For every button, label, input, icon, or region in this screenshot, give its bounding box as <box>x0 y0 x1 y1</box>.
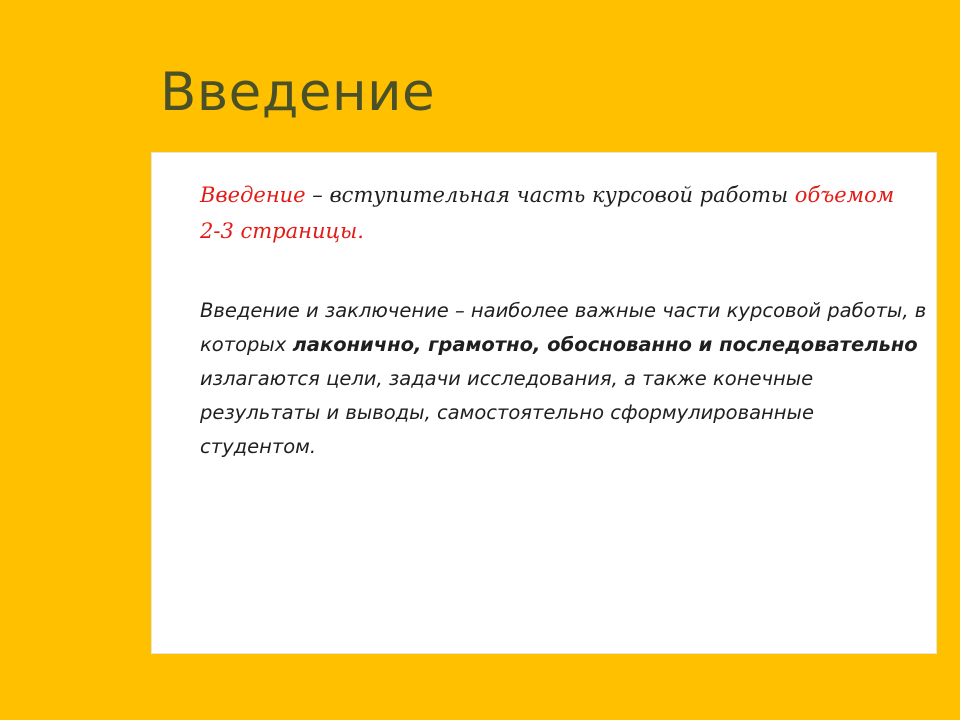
content-box <box>151 152 937 654</box>
definition-text: – вступительная часть курсовой работы <box>305 183 795 207</box>
importance-paragraph <box>200 294 930 464</box>
slide-title: Введение <box>160 62 436 123</box>
importance-outro: излагаются цели, задачи исследования, а также конечные результаты и выводы, самостоятельно сформулированные студентом. <box>200 367 814 458</box>
importance-intro: Введение и заключение – наиболее важные части курсовой работы, в которых <box>200 299 927 356</box>
definition-paragraph <box>200 177 900 249</box>
lead-term: Введение <box>200 183 306 207</box>
importance-emphasis: лаконично, грамотно, обоснованно и последовательно <box>292 333 918 356</box>
volume-text: объемом 2-3 страницы. <box>200 183 895 243</box>
